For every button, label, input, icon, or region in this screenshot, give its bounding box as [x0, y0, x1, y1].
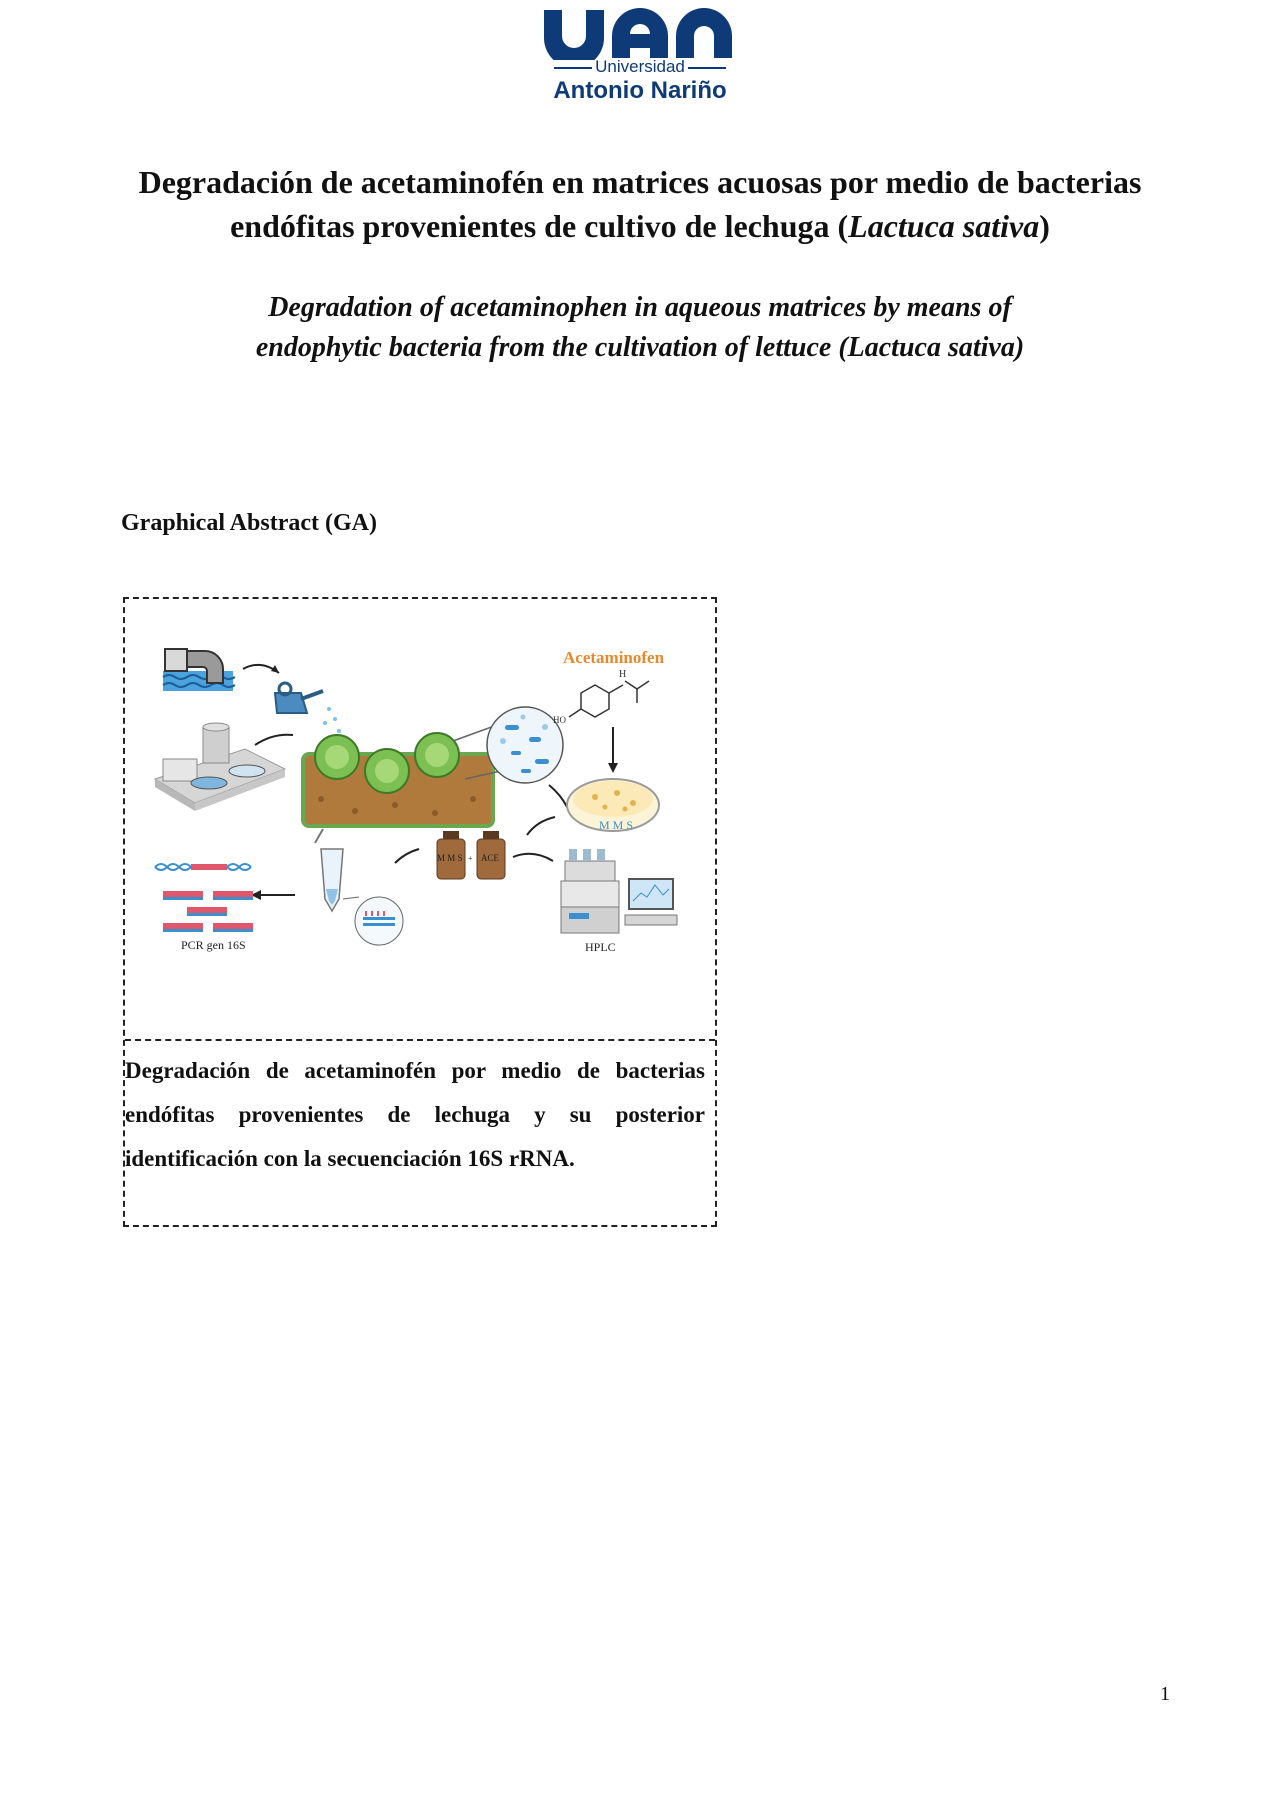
graphical-abstract-figure: [125, 599, 715, 1039]
title-es-line2: endófitas provenientes de cultivo de lechuga (Lactuca sativa): [230, 208, 1050, 244]
logo-university-name: Antonio Nariño: [553, 77, 727, 104]
logo-subtitle: Universidad: [540, 58, 740, 76]
treatment-plant-icon: [155, 723, 285, 811]
lettuce-field-icon: [303, 733, 493, 826]
arrow-icon: [549, 785, 567, 807]
paper-title-english: [180, 288, 1100, 368]
page-number: 1: [1160, 1683, 1170, 1705]
paper-title-spanish: [90, 160, 1190, 248]
bottle-left-label: M M S: [437, 853, 463, 863]
ho-label: HO: [553, 715, 566, 725]
wastewater-pipe-icon: [163, 649, 235, 691]
microtube-icon: [315, 829, 343, 911]
pcr-label: PCR gen 16S: [181, 938, 246, 952]
graphical-abstract-heading: Graphical Abstract (GA): [121, 510, 377, 536]
pcr-dna-icon: [155, 864, 253, 932]
arrow-icon: [527, 817, 555, 835]
acetaminophen-structure-icon: [569, 681, 649, 717]
arrow-icon: [255, 735, 293, 745]
uan-logo-icon: [540, 8, 740, 60]
plate-label: M M S: [599, 818, 634, 832]
arrow-icon: [513, 854, 553, 861]
hplc-instrument-icon: [561, 849, 677, 933]
title-en-line2: endophytic bacteria from the cultivation of lettuce (Lactuca sativa): [255, 332, 1025, 363]
title-es-line1: Degradación de acetaminofén en matrices acuosas por medio de bacterias: [138, 164, 1142, 200]
bottle-right-label: ACE: [481, 853, 499, 863]
plus-label: +: [468, 854, 473, 863]
nh-label: H: [619, 669, 627, 680]
graphical-abstract-box: [123, 597, 717, 1227]
university-logo: [540, 8, 740, 104]
hplc-label: HPLC: [585, 940, 616, 954]
title-en-line1: Degradation of acetaminophen in aqueous matrices by means of: [268, 292, 1012, 323]
bacteria-magnified-icon: [487, 707, 563, 783]
compound-label: Acetaminofen: [563, 648, 665, 667]
arrow-icon: [395, 849, 419, 863]
graphical-abstract-divider: [125, 1039, 715, 1041]
dna-magnified-icon: [355, 897, 403, 945]
graphical-abstract-caption: Degradación de acetaminofén por medio de bacterias endófitas provenientes de lechuga y su posterior identificación con la secuenciación 16S rRNA.: [125, 1058, 705, 1171]
